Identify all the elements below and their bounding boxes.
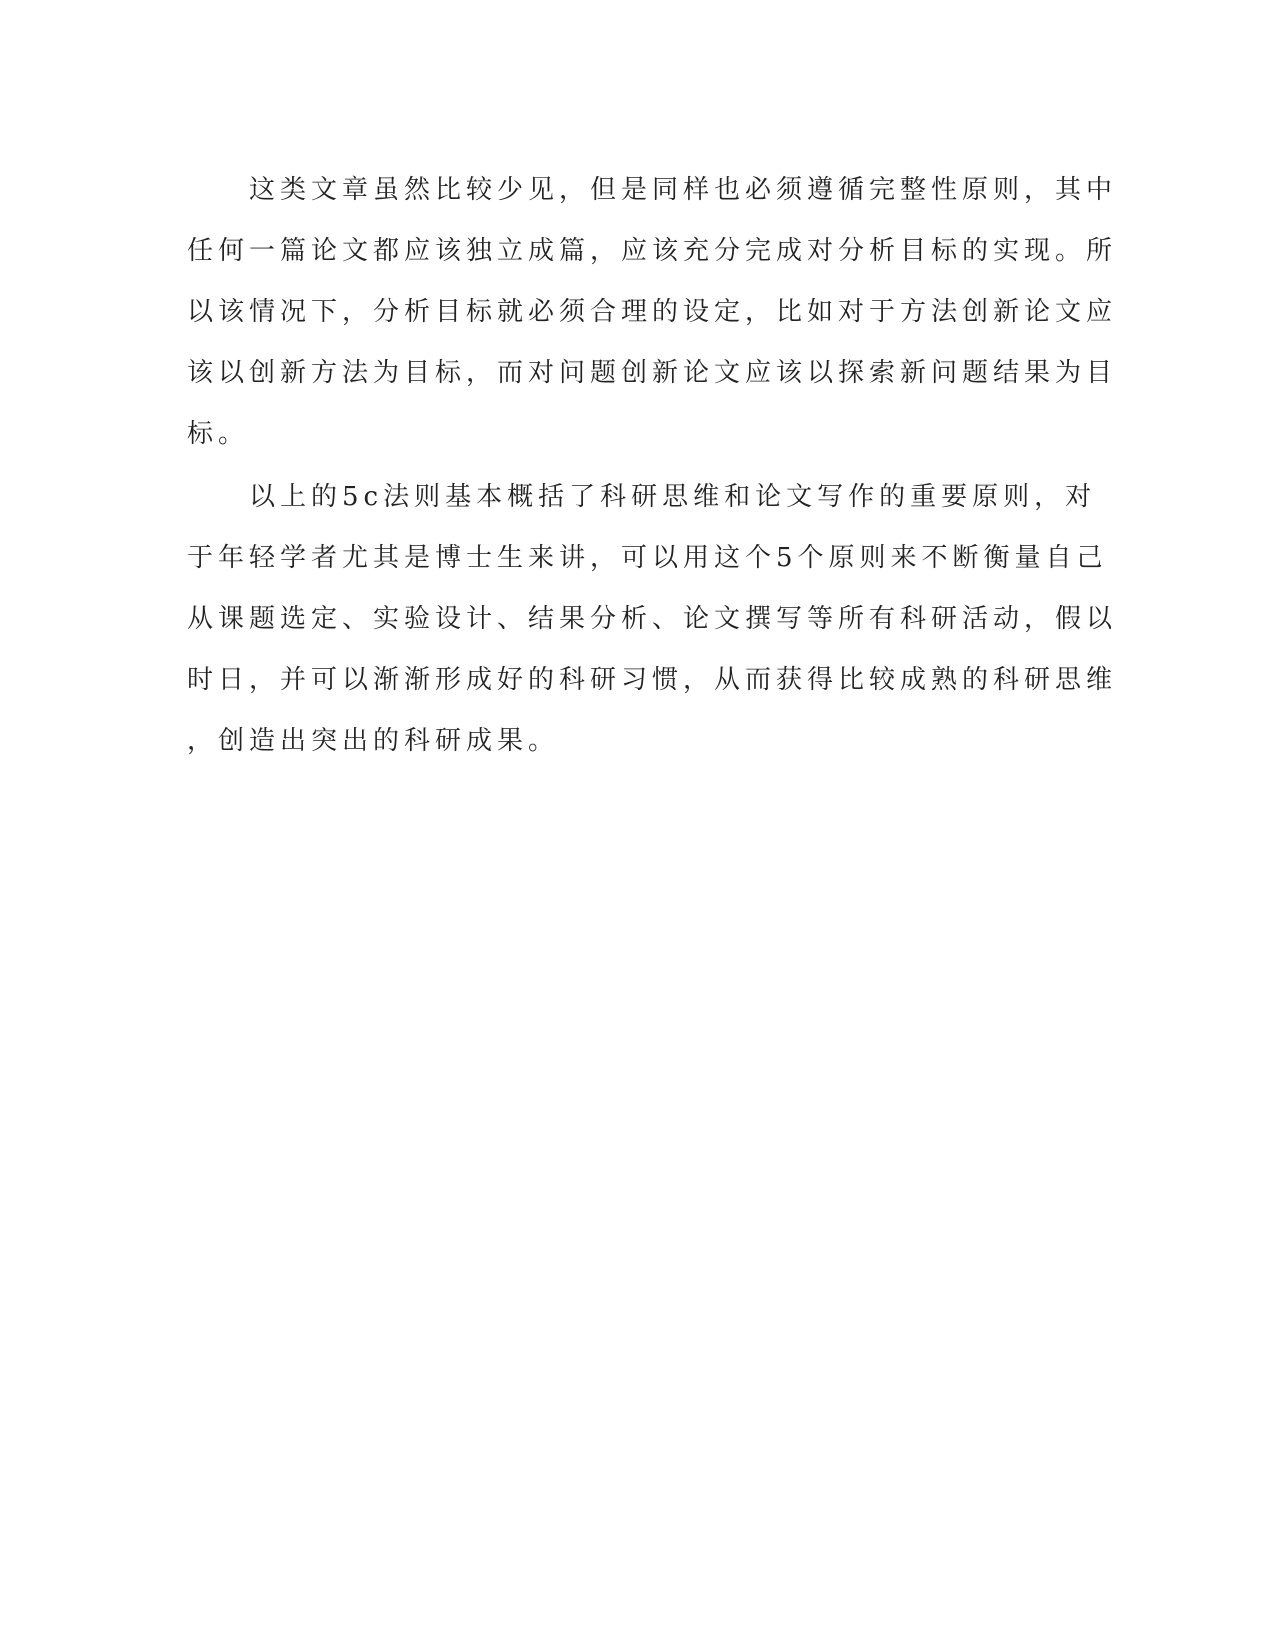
text-line: 时日，并可以渐渐形成好的科研习惯，从而获得比较成熟的科研思维 [187, 665, 1118, 695]
text-line: 以上的5c法则基本概括了科研思维和论文写作的重要原则，对 [187, 482, 1097, 512]
text-line: 任何一篇论文都应该独立成篇，应该充分完成对分析目标的实现。所 [187, 236, 1118, 266]
body-text [187, 160, 1118, 772]
text-line: 标。 [187, 419, 250, 449]
text-line: 于年轻学者尤其是博士生来讲，可以用这个5个原则来不断衡量自己 [187, 543, 1108, 573]
paragraph-1 [187, 160, 1118, 465]
text-line: 这类文章虽然比较少见，但是同样也必须遵循完整性原则，其中 [187, 175, 1118, 205]
text-line: 从课题选定、实验设计、结果分析、论文撰写等所有科研活动，假以 [187, 604, 1118, 634]
text-line: 该以创新方法为目标，而对问题创新论文应该以探索新问题结果为目 [187, 358, 1118, 388]
text-line: 以该情况下，分析目标就必须合理的设定，比如对于方法创新论文应 [187, 297, 1118, 327]
text-line: ，创造出突出的科研成果。 [187, 726, 560, 756]
paragraph-2 [187, 467, 1118, 772]
